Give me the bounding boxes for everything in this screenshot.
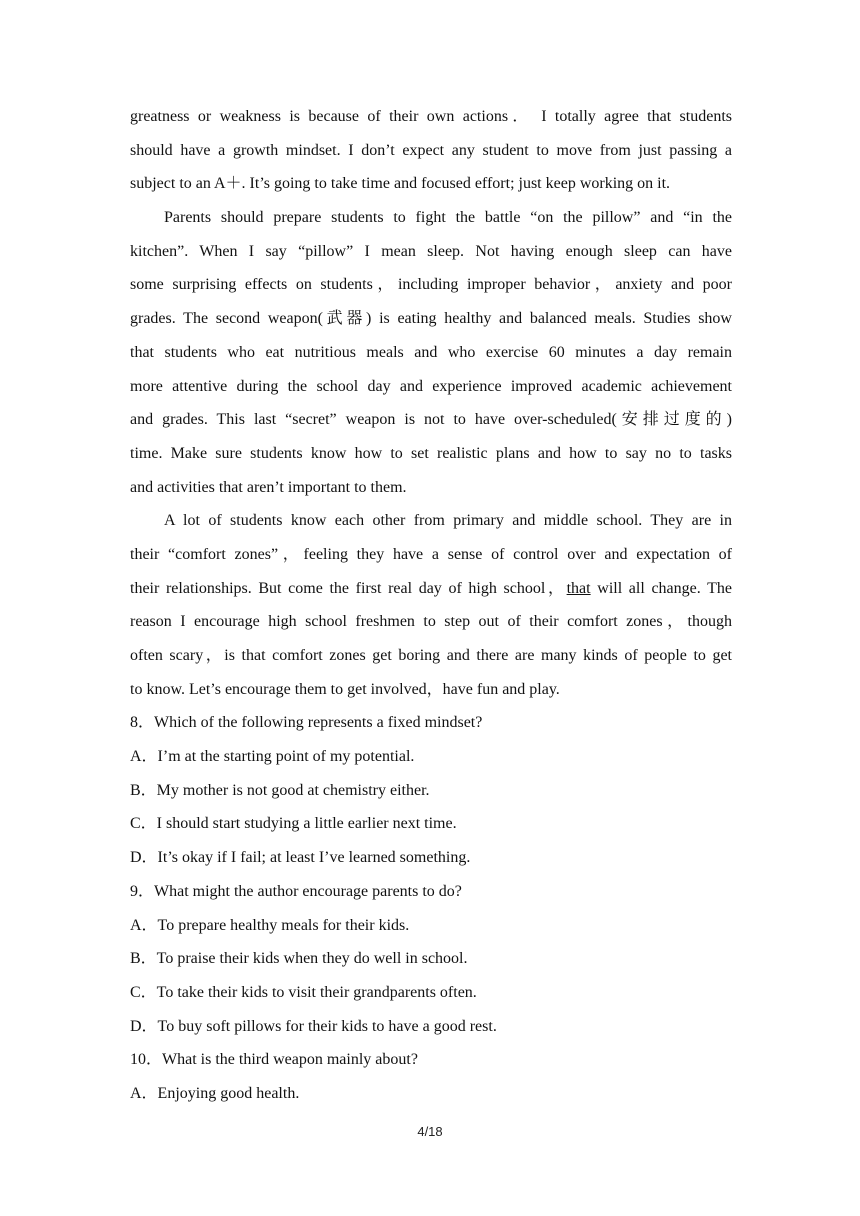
text-line: and activities that aren’t important to them. — [130, 478, 407, 496]
question-9 — [130, 875, 732, 1043]
text-line: to know. Let’s encourage them to get involved，have fun and play. — [130, 680, 560, 698]
text-segment: their relationships. But come the first real day of high school， — [130, 579, 567, 597]
answer-option-a: A．To prepare healthy meals for their kids. — [130, 916, 410, 934]
question-8 — [130, 706, 732, 874]
text-line: and grades. This last “secret” weapon is not to have over-scheduled(安排过度的) — [130, 411, 732, 429]
answer-option-b: B．To praise their kids when they do well in school. — [130, 950, 468, 968]
text-line: reason I encourage high school freshmen to step out of their comfort zones，though — [130, 613, 732, 631]
answer-option-b: B．My mother is not good at chemistry either. — [130, 781, 430, 799]
text-line: some surprising effects on students，including improper behavior，anxiety and poor — [130, 276, 732, 294]
text-line — [130, 572, 732, 606]
text-line: grades. The second weapon(武器) is eating healthy and balanced meals. Studies show — [130, 310, 732, 328]
text-line: often scary，is that comfort zones get boring and there are many kinds of people to get — [130, 647, 732, 664]
question-stem: 8．Which of the following represents a fixed mindset? — [130, 714, 483, 732]
paragraph-mindset-conclusion — [130, 100, 732, 201]
text-line: kitchen”. When I say “pillow” I mean sleep. Not having enough sleep can have — [130, 242, 732, 260]
question-10 — [130, 1043, 732, 1110]
text-line: Parents should prepare students to fight the battle “on the pillow” and “in the — [164, 209, 732, 227]
answer-option-c: C．To take their kids to visit their grandparents often. — [130, 983, 477, 1001]
text-line: time. Make sure students know how to set realistic plans and how to say no to tasks — [130, 444, 732, 462]
text-line: that students who eat nutritious meals and who exercise 60 minutes a day remain — [130, 343, 732, 361]
page-content — [130, 100, 732, 1111]
text-segment: will all change. The — [590, 579, 732, 597]
paragraph-parents-weapons — [130, 201, 732, 504]
paragraph-comfort-zones — [130, 504, 732, 706]
page-number: 4/18 — [417, 1124, 443, 1139]
question-stem: 9．What might the author encourage parents to do? — [130, 882, 462, 900]
text-line: A lot of students know each other from primary and middle school. They are in — [164, 512, 732, 530]
text-line: greatness or weakness is because of their own actions． I totally agree that students — [130, 108, 732, 125]
text-line: their “comfort zones”，feeling they have a sense of control over and expectation of — [130, 545, 732, 563]
text-line: should have a growth mindset. I don’t expect any student to move from just passing a — [130, 141, 732, 159]
text-line: subject to an A＋. It’s going to take time and focused effort; just keep working on it. — [130, 175, 671, 193]
underlined-word: that — [566, 579, 591, 597]
answer-option-c: C．I should start studying a little earlier next time. — [130, 815, 457, 833]
text-line: more attentive during the school day and experience improved academic achievement — [130, 377, 732, 395]
answer-option-d: D．It’s okay if I fail; at least I’ve learned something. — [130, 849, 471, 867]
answer-option-d: D．To buy soft pillows for their kids to have a good rest. — [130, 1017, 497, 1035]
answer-option-a: A．I’m at the starting point of my potential. — [130, 748, 415, 766]
answer-option-a: A．Enjoying good health. — [130, 1084, 300, 1102]
question-stem: 10．What is the third weapon mainly about? — [130, 1051, 418, 1069]
